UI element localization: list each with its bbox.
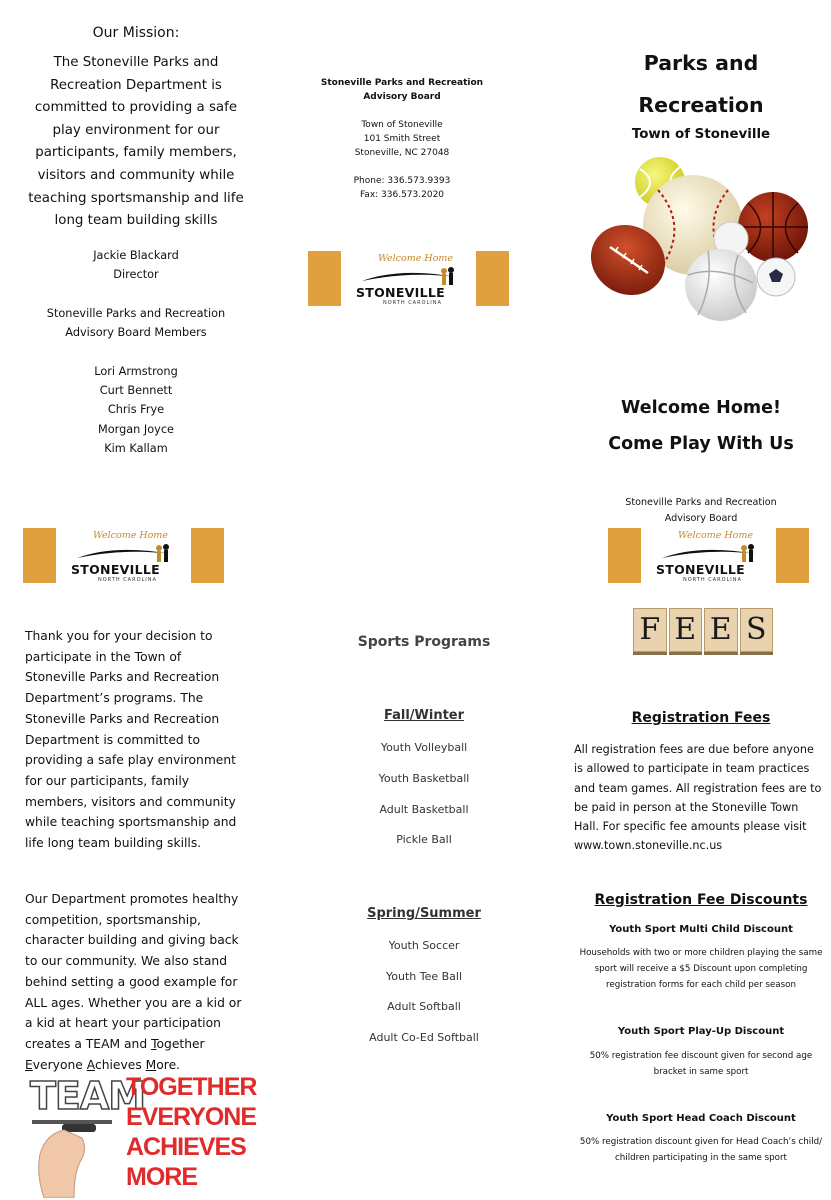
stoneville-logo-right [608,528,809,583]
logo-wordmark: STONEVILLE [656,562,745,577]
board-label-line1: Stoneville Parks and Recreation [46,307,226,320]
acronym-line: EVERYONE [126,1103,257,1131]
address-fax: Fax: 336.573.2020 [359,190,445,200]
board-member: Lori Armstrong [94,365,178,378]
program-item: Youth Volleyball [380,741,468,754]
acronym-line: MORE [126,1163,197,1191]
discount-text: 50% registration fee discount given for second age bracket in same sport [589,1051,813,1077]
board-label-line2: Advisory Board Members [65,326,207,339]
fees-tile: E [704,608,738,652]
program-item: Adult Softball [387,1000,461,1013]
mission-text: The Stoneville Parks and Recreation Department is committed to providing a safe play environment for our participants, family members, visitors and community while teaching sportsmanship and life long team building skills [28,55,244,229]
address-phone: Phone: 336.573.9393 [353,176,451,186]
team-acronym-graphic [28,1073,257,1198]
acronym-line: ACHIEVES [126,1133,246,1161]
board-member: Morgan Joyce [97,422,175,436]
board-members-label [0,304,272,342]
promote-word-achieves: chieves [94,1057,146,1072]
address-town: Town of Stoneville [361,120,443,130]
address-org-line2: Advisory Board [363,92,441,102]
promote-text-start: Our Department promotes healthy competition, sportsmanship, character building and giving back to our community. We also stand behind setting a good example for ALL ages. Whether you are a kid or a kid at heart your participation creates a TEAM and [25,892,242,1051]
cover-welcome-line2: Come Play With Us [608,434,794,454]
discount-title: Youth Sport Head Coach Discount [606,1113,796,1124]
logo-swoosh-icon [660,542,760,564]
cover-title-line2: Recreation [638,93,764,117]
logo-state: NORTH CAROLINA [383,300,442,306]
fall-winter-heading: Fall/Winter [383,708,465,723]
fall-winter-section [290,708,558,846]
gold-bar [191,528,224,583]
program-item: Adult Co-Ed Softball [369,1031,479,1044]
board-member: Kim Kallam [104,441,168,455]
team-word: TEAM [30,1074,146,1118]
fees-tile: F [633,608,667,652]
cover-board [572,495,830,527]
volleyball-icon [685,249,757,321]
stoneville-logo-left [23,528,224,583]
sports-balls-illustration [588,155,813,323]
registration-fees-heading: Registration Fees [631,710,771,726]
gold-bar [308,251,341,306]
gold-bar [476,251,509,306]
director-title: Director [113,268,159,281]
director-name: Jackie Blackard [93,249,179,262]
cover-title [572,42,830,126]
mission-heading: Our Mission: [92,25,180,41]
fees-tile: S [740,608,774,652]
logo-state: NORTH CAROLINA [98,577,157,583]
logo-swoosh-icon [360,265,460,287]
acronym-lines [126,1072,256,1192]
logo-wordmark: STONEVILLE [71,562,160,577]
spring-summer-section [290,906,558,1044]
sports-programs-heading: Sports Programs [357,634,491,650]
spring-summer-heading: Spring/Summer [367,906,481,921]
address-city: Stoneville, NC 27048 [354,148,450,158]
cover-title-line1: Parks and [643,51,759,75]
logo-script: Welcome Home [93,530,168,541]
gold-bar [608,528,641,583]
program-item: Youth Tee Ball [385,970,463,983]
promote-word-everyone: veryone [32,1057,87,1072]
cover-board-line1: Stoneville Parks and Recreation [625,497,777,508]
fees-tiles-graphic [633,608,773,652]
cover-town: Town of Stoneville [631,127,771,142]
acronym-letter-m: M [145,1057,157,1072]
address-street: 101 Smith Street [363,134,441,144]
discounts-heading: Registration Fee Discounts [594,892,808,908]
board-member: Curt Bennett [99,384,173,398]
board-member-list [0,362,272,458]
address-org-line1: Stoneville Parks and Recreation [320,78,484,88]
discount-title: Youth Sport Multi Child Discount [609,924,793,935]
promote-word-together: ogether [156,1036,205,1051]
logo-state: NORTH CAROLINA [683,577,742,583]
logo-script: Welcome Home [678,530,753,541]
thank-you-text: Thank you for your decision to participate in the Town of Stoneville Parks and Recreation Department’s programs. The Stoneville Parks and Recreation Department is committed to providing a safe play environment for our participants, family members, visitors and community while teaching sportsmanship and life long team building skills. [25,629,237,851]
director-block [0,246,272,284]
discount-text: Households with two or more children playing the same sport will receive a $5 Discount upon completing registration forms for each child per season [579,948,823,990]
logo-wordmark: STONEVILLE [356,285,445,300]
registration-fees-text: All registration fees are due before anyone is allowed to participate in team practices and team games. All registration fees are to be paid in person at the Stoneville Town Hall. For specific fee amounts please visit www.town.stoneville.nc.us [574,743,822,853]
program-item: Youth Basketball [378,772,470,785]
discount-title: Youth Sport Play-Up Discount [617,1026,785,1037]
address-block [277,76,527,202]
acronym-line: TOGETHER [126,1073,257,1101]
cover-welcome [572,390,830,462]
stoneville-logo-middle [308,251,509,306]
program-item: Adult Basketball [379,803,469,816]
acronym-letter-a: A [86,1057,95,1072]
hand-marker-icon [34,1124,104,1198]
logo-script: Welcome Home [378,253,453,264]
acronym-letter-t: T [151,1036,157,1051]
cover-welcome-line1: Welcome Home! [621,398,781,418]
promote-word-more: ore. [156,1057,181,1072]
board-member: Chris Frye [107,403,165,417]
promote-text [25,889,245,1075]
logo-swoosh-icon [75,542,175,564]
cover-board-line2: Advisory Board [664,513,738,524]
gold-bar [776,528,809,583]
acronym-letter-e: E [25,1057,33,1072]
fees-tile: E [669,608,703,652]
program-item: Youth Soccer [388,939,460,952]
program-item: Pickle Ball [396,833,452,846]
gold-bar [23,528,56,583]
discount-text: 50% registration discount given for Head Coach’s child/ children participating in the same sport [579,1137,823,1163]
